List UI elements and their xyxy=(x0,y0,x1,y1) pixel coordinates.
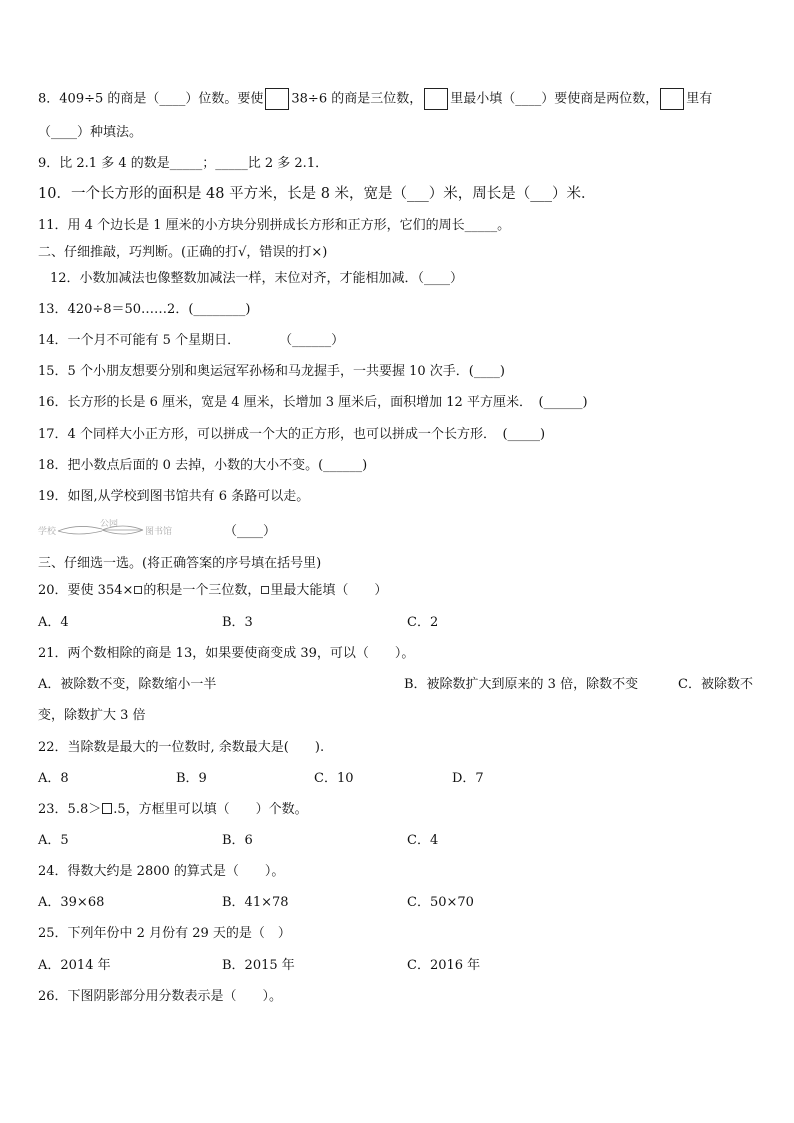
answer-box[interactable] xyxy=(424,88,448,110)
option-c[interactable]: C．4 xyxy=(407,833,439,848)
question-15: 15．5 个小朋友想要分别和奥运冠军孙杨和马龙握手，一共要握 10 次手．(____) xyxy=(38,364,505,379)
option-a[interactable]: A．5 xyxy=(38,833,69,848)
question-26: 26．下图阴影部分用分数表示是（ ）。 xyxy=(38,989,283,1004)
question-13: 13．420÷8＝50……2．(________) xyxy=(38,302,251,317)
option-b[interactable]: B．3 xyxy=(222,615,253,630)
square-box-icon xyxy=(102,803,112,814)
park-label: 公园 xyxy=(100,519,119,529)
option-b[interactable]: B．2015 年 xyxy=(222,958,295,973)
option-b[interactable]: B．6 xyxy=(222,833,253,848)
option-d[interactable]: D．7 xyxy=(452,771,484,786)
question-12: 12．小数加减法也像整数加减法一样，末位对齐，才能相加减．（____） xyxy=(50,271,464,286)
school-label: 学校 xyxy=(38,527,57,537)
option-c[interactable]: C．2016 年 xyxy=(407,958,481,973)
question-8-line-2: （____）种填法。 xyxy=(38,125,143,140)
option-c[interactable]: C．2 xyxy=(407,615,439,630)
option-c[interactable]: C．50×70 xyxy=(407,895,474,910)
question-19: 19．如图,从学校到图书馆共有 6 条路可以走。 xyxy=(38,489,310,504)
section-3-heading: 三、仔细选一选。(将正确答案的序号填在括号里) xyxy=(38,556,322,571)
route-path xyxy=(58,526,102,531)
route-path xyxy=(102,530,143,534)
question-22: 22．当除数是最大的一位数时, 余数最大是( ). xyxy=(38,740,325,755)
question-9: 9．比 2.1 多 4 的数是_____；_____比 2 多 2.1． xyxy=(38,156,329,171)
option-a[interactable]: A．被除数不变，除数缩小一半 xyxy=(38,677,217,692)
option-b[interactable]: B．41×78 xyxy=(222,895,289,910)
option-c[interactable]: C．被除数不 xyxy=(678,677,753,692)
question-16: 16．长方形的长是 6 厘米，宽是 4 厘米，长增加 3 厘米后，面积增加 12 平方厘米． (______) xyxy=(38,395,588,410)
question-23: 23．5.8＞ .5，方框里可以填（ ）个数。 xyxy=(38,802,308,817)
option-b[interactable]: B．被除数扩大到原来的 3 倍，除数不变 xyxy=(404,677,639,692)
option-a[interactable]: A．39×68 xyxy=(38,895,105,910)
option-c[interactable]: C．10 xyxy=(314,771,354,786)
route-diagram xyxy=(38,519,198,541)
question-20: 20．要使 354× 的积是一个三位数， 里最大能填（ ） xyxy=(38,583,388,598)
small-box-icon xyxy=(134,586,142,594)
question-21: 21．两个数相除的商是 13，如果要使商变成 39，可以（ ）。 xyxy=(38,646,415,661)
question-14: 14．一个月不可能有 5 个星期日． （______） xyxy=(38,333,345,348)
question-25: 25．下列年份中 2 月份有 29 天的是（ ） xyxy=(38,926,291,941)
section-2-heading: 二、仔细推敲，巧判断。(正确的打√，错误的打×) xyxy=(38,245,328,260)
question-19-blank: （____） xyxy=(224,524,277,539)
option-c-continued: 变，除数扩大 3 倍 xyxy=(38,708,146,723)
small-box-icon xyxy=(261,586,269,594)
question-17: 17．4 个同样大小正方形，可以拼成一个大的正方形，也可以拼成一个长方形． (_____) xyxy=(38,427,546,442)
answer-box[interactable] xyxy=(265,88,289,110)
answer-box[interactable] xyxy=(660,88,684,110)
library-label: 图书馆 xyxy=(145,527,173,537)
option-a[interactable]: A．4 xyxy=(38,615,69,630)
question-18: 18．把小数点后面的 0 去掉，小数的大小不变。(______) xyxy=(38,458,368,473)
option-a[interactable]: A．8 xyxy=(38,771,69,786)
question-8-line-1: 8．409÷5 的商是（____）位数。要使 38÷6 的商是三位数， 里最小填（____）要使商是两位数， 里有 xyxy=(38,88,712,110)
option-a[interactable]: A．2014 年 xyxy=(38,958,111,973)
option-b[interactable]: B．9 xyxy=(176,771,207,786)
question-10: 10．一个长方形的面积是 48 平方米，长是 8 米，宽是（___）米，周长是（___）米． xyxy=(38,186,596,202)
question-24: 24．得数大约是 2800 的算式是（ ）。 xyxy=(38,864,285,879)
route-path xyxy=(58,531,102,534)
question-11: 11．用 4 个边长是 1 厘米的小方块分别拼成长方形和正方形，它们的周长_____。 xyxy=(38,218,511,233)
